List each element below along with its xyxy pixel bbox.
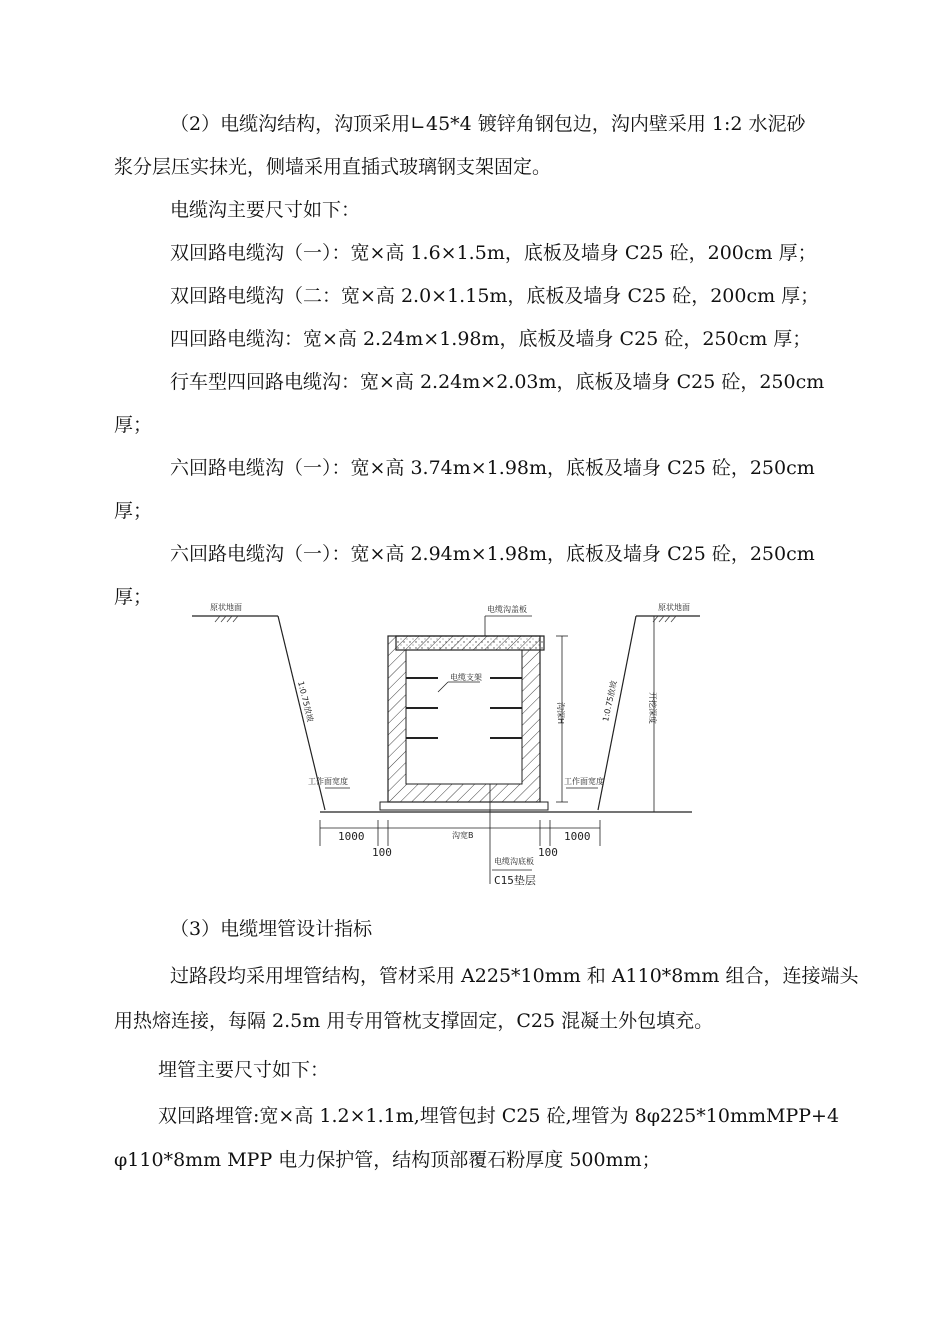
work-face-right-label: 工作面宽度	[564, 777, 604, 786]
dim-item-continued: 厚；	[114, 500, 153, 522]
section3-para-line2: 用热熔连接，每隔 2.5m 用专用管枕支撑固定，C25 混凝土外包填充。	[114, 1010, 714, 1032]
ground-right-label: 原状地面	[658, 603, 690, 612]
width-label: 沟宽B	[452, 831, 474, 840]
cushion-label: C15垫层	[494, 874, 536, 887]
work-face-left-label: 工作面宽度	[308, 777, 348, 786]
section3-item-line1: 双回路埋管:宽×高 1.2×1.1m,埋管包封 C25 砼,埋管为 8φ225*10mmMPP+4	[158, 1105, 840, 1127]
base-label: 电缆沟底板	[494, 857, 534, 866]
section2-para1-line2: 浆分层压实抹光，侧墙采用直插式玻璃钢支架固定。	[114, 156, 552, 178]
section2-dims-heading: 电缆沟主要尺寸如下：	[170, 199, 361, 221]
dim-item-continued: 厚；	[114, 586, 153, 608]
dim-item: 六回路电缆沟（一）：宽×高 2.94m×1.98m，底板及墙身 C25 砼，250cm	[170, 543, 815, 565]
excavation-depth-label: 开挖深度	[648, 692, 657, 724]
section3-para-line1: 过路段均采用埋管结构，管材采用 A225*10mm 和 A110*8mm 组合，连接端头	[170, 965, 859, 987]
slope-right-label: 1:0.75放坡	[601, 679, 619, 723]
section3-dims-heading: 埋管主要尺寸如下：	[158, 1059, 330, 1081]
dim-item: 四回路电缆沟：宽×高 2.24m×1.98m，底板及墙身 C25 砼，250cm 厚；	[170, 328, 812, 350]
ground-left-label: 原状地面	[210, 603, 242, 612]
depth-label: 沟深H	[556, 702, 565, 725]
section3-heading: （3）电缆埋管设计指标	[170, 918, 373, 940]
cover-label: 电缆沟盖板	[487, 605, 527, 614]
dim-item: 六回路电缆沟（一）：宽×高 3.74m×1.98m，底板及墙身 C25 砼，250cm	[170, 457, 815, 479]
dim-100-left-text: 100	[372, 846, 392, 859]
dim-item-continued: 厚；	[114, 414, 153, 436]
dim-100-right-text: 100	[538, 846, 558, 859]
dim-item: 双回路电缆沟（一）：宽×高 1.6×1.5m，底板及墙身 C25 砼，200cm 厚；	[170, 242, 817, 264]
section3-item-line2: φ110*8mm MPP 电力保护管，结构顶部覆石粉厚度 500mm；	[114, 1149, 661, 1171]
dim-left-text: 1000	[338, 830, 365, 843]
dim-right-text: 1000	[564, 830, 591, 843]
slope-left-label: 1:0.75放坡	[296, 680, 315, 723]
bracket-label: 电缆支架	[450, 673, 482, 682]
cable-trench-section-drawing	[180, 592, 700, 892]
dim-item: 双回路电缆沟（二：宽×高 2.0×1.15m，底板及墙身 C25 砼，200cm 厚；	[170, 285, 820, 307]
section2-para1-line1: （2）电缆沟结构，沟顶采用∟45*4 镀锌角钢包边，沟内壁采用 1:2 水泥砂	[170, 113, 806, 135]
dim-item: 行车型四回路电缆沟：宽×高 2.24m×2.03m，底板及墙身 C25 砼，250cm	[170, 371, 825, 393]
